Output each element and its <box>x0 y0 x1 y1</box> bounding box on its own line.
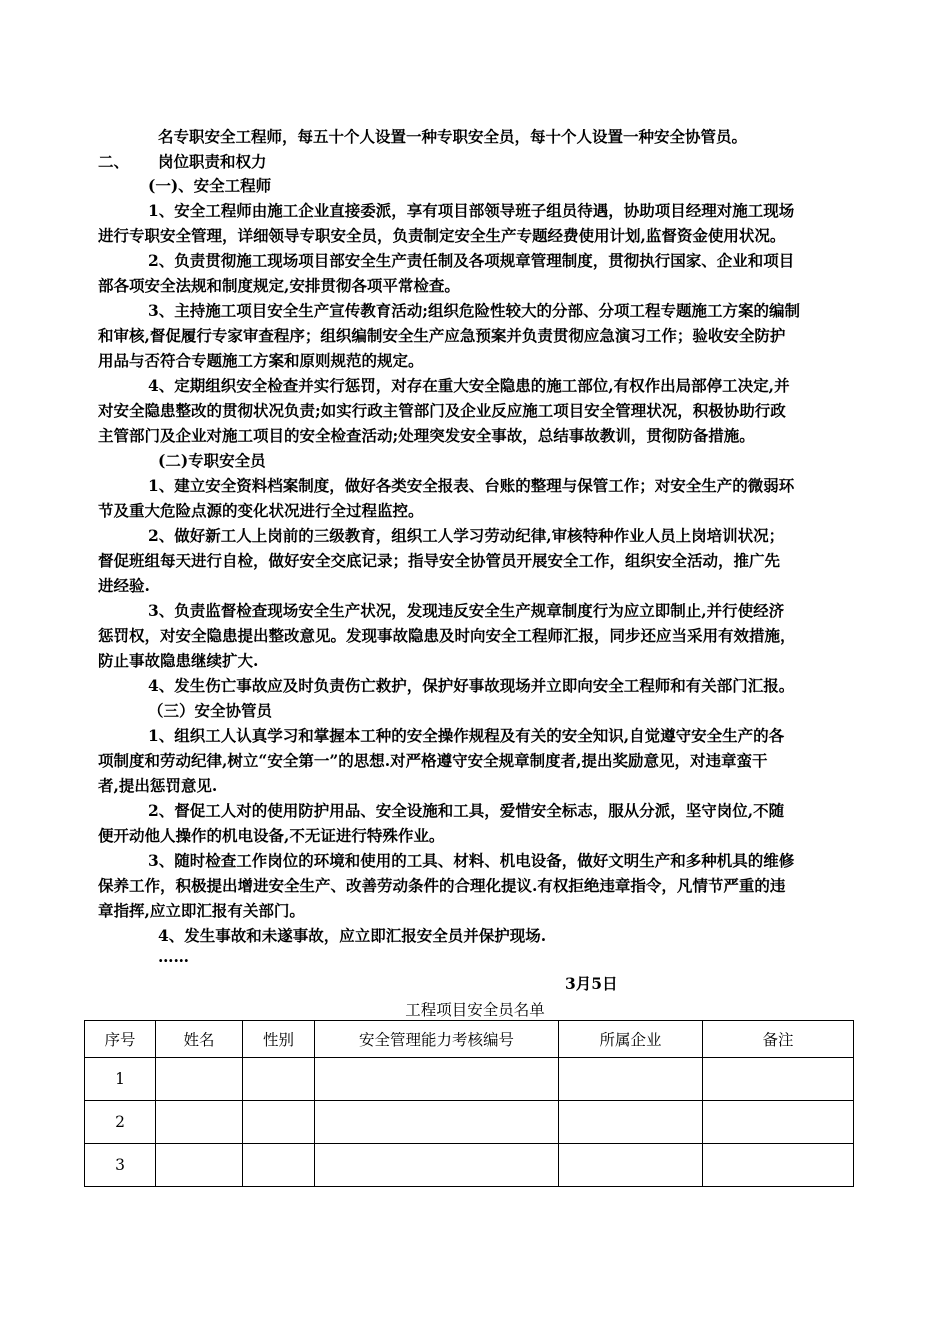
text-line: 4、发生事故和未遂事故，应立即汇报安全员并保护现场. <box>158 926 547 945</box>
text-line: 和审核,督促履行专家审查程序；组织编制安全生产应急预案并负责贯彻应急演习工作；验收安全防护 <box>98 326 786 345</box>
column-header: 序号 <box>85 1021 156 1058</box>
text-line: 督促班组每天进行自检，做好安全交底记录；指导安全协管员开展安全工作，组织安全活动，推广先 <box>98 551 781 570</box>
text-line: 者,提出惩罚意见. <box>98 776 218 795</box>
table-cell: 1 <box>85 1058 156 1101</box>
table-cell <box>156 1144 243 1187</box>
text-line: 1、组织工人认真学习和掌握本工种的安全操作规程及有关的安全知识,自觉遵守安全生产的各 <box>148 726 785 745</box>
column-header: 所属企业 <box>559 1021 703 1058</box>
table-cell <box>156 1101 243 1144</box>
text-line: 进行专职安全管理，详细领导专职安全员，负责制定安全生产专题经费使用计划,监督资金使用状况。 <box>98 226 786 245</box>
table-cell <box>315 1144 559 1187</box>
text-line: 项制度和劳动纪律,树立“安全第一”的思想.对严格遵守安全规章制度者,提出奖励意见，对违章蛮干 <box>98 751 768 770</box>
text-line: 2、负责贯彻施工现场项目部安全生产责任制及各项规章管理制度，贯彻执行国家、企业和项目 <box>148 251 795 270</box>
text-line: 对安全隐患整改的贯彻状况负责;如实行政主管部门及企业反应施工项目安全管理状况，积极协助行政 <box>98 401 786 420</box>
subheading-safety-officer: (二)专职安全员 <box>158 451 266 470</box>
section-heading: 岗位职责和权力 <box>158 152 267 171</box>
text-line: 用品与否符合专题施工方案和原则规范的规定。 <box>98 351 424 370</box>
table-cell <box>315 1058 559 1101</box>
table-cell <box>703 1058 854 1101</box>
section-number: 二、 <box>98 152 130 171</box>
document-date: 3月5日 <box>565 974 618 993</box>
text-line: 进经验. <box>98 576 150 595</box>
text-line: 2、督促工人对的使用防护用品、安全设施和工具，爱惜安全标志，服从分派，坚守岗位,不随 <box>148 801 785 820</box>
table-cell <box>243 1144 315 1187</box>
text-line: 3、负责监督检查现场安全生产状况，发现违反安全生产规章制度行为应立即制止,并行使经济 <box>148 601 785 620</box>
table-row <box>85 1144 854 1187</box>
para-continuation: 名专职安全工程师，每五十个人设置一种专职安全员，每十个人设置一种安全协管员。 <box>158 127 748 146</box>
text-line: 3、主持施工项目安全生产宣传教育活动;组织危险性较大的分部、分项工程专题施工方案的编制 <box>148 301 801 320</box>
text-line: 保养工作，积极提出增进安全生产、改善劳动条件的合理化提议.有权拒绝违章指令，凡情节严重的违 <box>98 876 786 895</box>
column-header: 性别 <box>243 1021 315 1058</box>
text-line: 章指挥,应立即汇报有关部门。 <box>98 901 305 920</box>
text-line: 主管部门及企业对施工项目的安全检查活动;处理突发安全事故，总结事故教训，贯彻防备措施。 <box>98 426 755 445</box>
safety-officer-table <box>84 1020 854 1187</box>
table-row <box>85 1101 854 1144</box>
table-cell <box>315 1101 559 1144</box>
text-line: 1、安全工程师由施工企业直接委派，享有项目部领导班子组员待遇，协助项目经理对施工现场 <box>148 201 795 220</box>
ellipsis: …… <box>158 947 189 966</box>
table-cell <box>243 1101 315 1144</box>
table-cell <box>559 1101 703 1144</box>
text-line: 4、发生伤亡事故应及时负责伤亡救护，保护好事故现场并立即向安全工程师和有关部门汇报。 <box>148 676 795 695</box>
text-line: 2、做好新工人上岗前的三级教育，组织工人学习劳动纪律,审核特种作业人员上岗培训状况； <box>148 526 785 545</box>
text-line: 防止事故隐患继续扩大. <box>98 651 259 670</box>
table-header-row <box>85 1021 854 1058</box>
subheading-engineer: (一)、安全工程师 <box>148 176 272 195</box>
table-cell <box>156 1058 243 1101</box>
table-cell: 3 <box>85 1144 156 1187</box>
table-row <box>85 1058 854 1101</box>
column-header: 姓名 <box>156 1021 243 1058</box>
column-header: 备注 <box>703 1021 854 1058</box>
text-line: 惩罚权，对安全隐患提出整改意见。发现事故隐患及时向安全工程师汇报，同步还应当采用有效措施， <box>98 626 796 645</box>
table-cell: 2 <box>85 1101 156 1144</box>
table-title: 工程项目安全员名单 <box>405 1001 545 1019</box>
subheading-safety-assistant: （三）安全协管员 <box>148 701 273 720</box>
table-cell <box>559 1058 703 1101</box>
table-cell <box>243 1058 315 1101</box>
text-line: 便开动他人操作的机电设备,不无证进行特殊作业。 <box>98 826 445 845</box>
text-line: 4、定期组织安全检查并实行惩罚，对存在重大安全隐患的施工部位,有权作出局部停工决定,并 <box>148 376 790 395</box>
text-line: 部各项安全法规和制度规定,安排贯彻各项平常检查。 <box>98 276 460 295</box>
text-line: 3、随时检查工作岗位的环境和使用的工具、材料、机电设备，做好文明生产和多种机具的维修 <box>148 851 795 870</box>
table-cell <box>559 1144 703 1187</box>
column-header: 安全管理能力考核编号 <box>315 1021 559 1058</box>
text-line: 节及重大危险点源的变化状况进行全过程监控。 <box>98 501 424 520</box>
table-cell <box>703 1144 854 1187</box>
text-line: 1、建立安全资料档案制度，做好各类安全报表、台账的整理与保管工作；对安全生产的微弱环 <box>148 476 795 495</box>
table-cell <box>703 1101 854 1144</box>
